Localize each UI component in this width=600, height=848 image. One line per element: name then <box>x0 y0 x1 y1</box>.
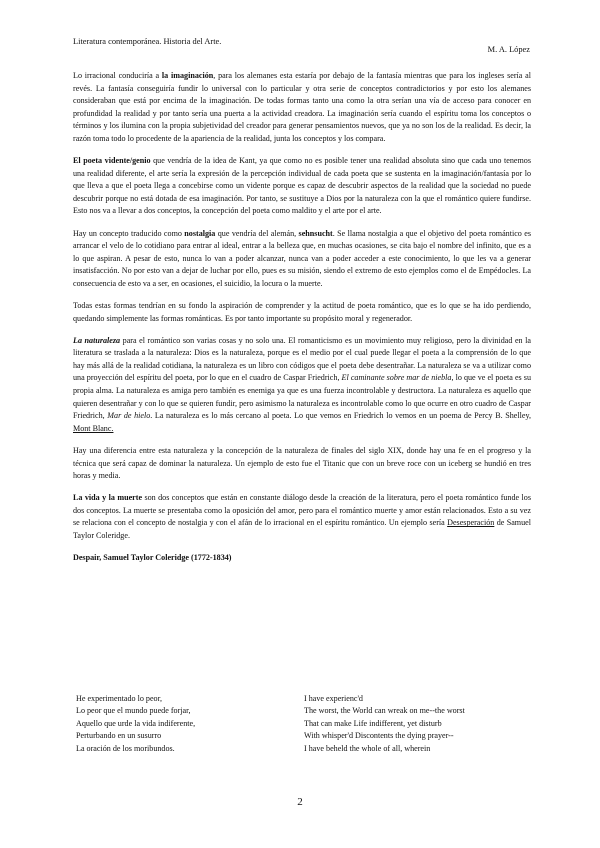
document-body <box>73 70 531 574</box>
paragraph-naturaleza: La naturaleza para el romántico son varias cosas y no solo una. El romanticismo es un movimiento muy religioso, pero la divinidad en la literatura se traslada a la naturaleza: Dios es la naturaleza, porque es el medio por el cual puede llegar el poeta a la comprensión de lo que hay más allá de la realidad cotidiana, la naturaleza es un libro con códigos que el poeta debe desentrañar. La naturaleza se va a utilizar como una proyección del espíritu del poeta, por lo que en el cuadro de Caspar Friedrich, El caminante sobre mar de niebla, lo que ve el poeta es su propia alma. La naturaleza es amiga pero también es enemiga ya que es una fuerza incontrolable y destructora. La naturaleza es aquello que quieren desentrañar y con lo que se quieren fundir, pero asimismo la naturaleza es incontrolable como lo que ocurre en otro cuadro de Caspar Friedrich, Mar de hielo. La naturaleza es lo más cercano al poeta. Lo que vemos en Friedrich lo vemos en un poema de Percy B. Shelley, Mont Blanc. <box>73 335 531 433</box>
painting-caminante: El caminante sobre mar de niebla <box>341 373 452 383</box>
poem-line: He experimentado lo peor, <box>76 694 162 703</box>
poem-line: I have experienc'd <box>304 694 363 703</box>
poem-line: That can make Life indifferent, yet disturb <box>304 718 442 728</box>
term-imaginacion: la imaginación <box>161 71 214 80</box>
poem-mont-blanc: Mont Blanc. <box>73 423 114 433</box>
poem-line: The worst, the World can wreak on me--the worst <box>304 706 465 716</box>
painting-mar-de-hielo: Mar de hielo <box>107 411 151 421</box>
poem-line: With whisper'd Discontents the dying prayer-- <box>304 731 454 741</box>
paragraph-vida-muerte: La vida y la muerte son dos conceptos que están en constante diálogo desde la creación de la literatura, pero el poeta romántico funde los dos conceptos. La muerte se presentaba como la oposición del amor, pero para el romántico muerte y amor están relacionados. Esto a su vez se relaciona con el concepto de nostalgia y con el afán de lo irracional en el espíritu romántico. Un ejemplo sería Desesperación de Samuel Taylor Coleridge. <box>73 493 531 540</box>
paragraph-formas-romanticas: Todas estas formas tendrían en su fondo la aspiración de comprender y la actitud de poeta romántico, que es lo que se ha ido perdiendo, quedando simplemente las formas románticas. Es por tanto importante su propósito moral y regenerador. <box>73 301 531 323</box>
term-sehnsucht: sehnsucht <box>298 228 333 238</box>
poem-desesperacion: Desesperación <box>447 518 495 528</box>
term-nostalgia: nostalgia <box>184 228 216 238</box>
paragraph-siglo-xix: Hay una diferencia entre esta naturaleza y la concepción de la naturaleza de finales del siglo XIX, donde hay una fe en el progreso y la técnica que será capaz de dominar la naturaleza. Un ejemplo de esto fue el Titanic que con un breve roce con un iceberg se hundió en tres horas y media. <box>73 445 531 481</box>
term-vida-muerte: La vida y la muerte <box>73 493 143 503</box>
poem-line: Aquello que urde la vida indiferente, <box>76 718 196 728</box>
term-poeta-vidente: El poeta vidente/genio <box>73 156 151 166</box>
poem-english-column <box>304 693 465 755</box>
poem-line: Lo peor que el mundo puede forjar, <box>76 706 191 716</box>
poem-spanish-column <box>76 693 195 755</box>
poem-line: La oración de los moribundos. <box>76 743 175 753</box>
page-number: 2 <box>297 796 303 808</box>
poem-title: Despair, Samuel Taylor Coleridge (1772-1834) <box>73 553 232 563</box>
poem-line: I have beheld the whole of all, wherein <box>304 743 431 753</box>
header-course-title: Literatura contemporánea. Historia del Arte. <box>73 37 222 46</box>
paragraph-poeta-vidente: El poeta vidente/genio que vendría de la idea de Kant, ya que como no es posible tener una realidad absoluta sino que cada uno tenemos una realidad diferente, el arte sería la expresión de la percepción individual de cada poeta que se sustenta en la imaginación/fantasía por lo que lleva a que el poeta llega a concebirse como un vidente porque es capaz de descubrir aspectos de la realidad que la sociedad no puede descubrir porque no está dotada de esa imaginación. Por tanto, se sustituye a Dios por la naturaleza con la que el romántico quiere fundirse. Esto nos va a llevar a dos conceptos, la concepción del poeta como maldito y el arte por el arte. <box>73 156 531 216</box>
term-naturaleza: La naturaleza <box>73 335 121 345</box>
header-author: M. A. López <box>487 45 530 54</box>
poem-line: Perturbando en un susurro <box>76 731 162 741</box>
paragraph-nostalgia: Hay un concepto traducido como nostalgia que vendría del alemán, sehnsucht. Se llama nostalgia a que el objetivo del poeta romántico es arrancar el velo de lo cotidiano para entrar al ideal, entrar a la belleza que, en muchas ocasiones, se cita bajo el nombre del infinito, que es a lo que aspiran. A pesar de esto, nunca lo van a poder alcanzar, nunca van a poder acceder a este conocimiento, lo que les va a generar insatisfacción. No por esto van a dejar de luchar por ello, pues es su misión, siendo el extremo de esto ejemplos como el de Empédocles. La consecuencia de esto va a ser, en ocasiones, el suicidio, la locura o la muerte. <box>73 228 531 288</box>
paragraph-imaginacion: Lo irracional conduciría a la imaginación, para los alemanes esta estaría por debajo de la fantasía mientras que para los ingleses sería al revés. La fantasía conseguiría fundir lo universal con lo particular y otra serie de conceptos contradictorios y por esto los alemanes consideraban que está por encima de la imaginación. De todas formas tanto una como la otra serían una vía de acceso para conocer en profundidad la realidad y por tanto sería una puerta a la actividad creadora. La imaginación sería cuando el espíritu toma los conceptos o términos y los ilumina con la propia subjetividad del creador para generar pensamientos nuevos, que ya no son los de la realidad. Es decir, la razón toma todo lo procedente de la apariencia de la realidad, junta los conceptos y los compara. <box>73 71 531 143</box>
